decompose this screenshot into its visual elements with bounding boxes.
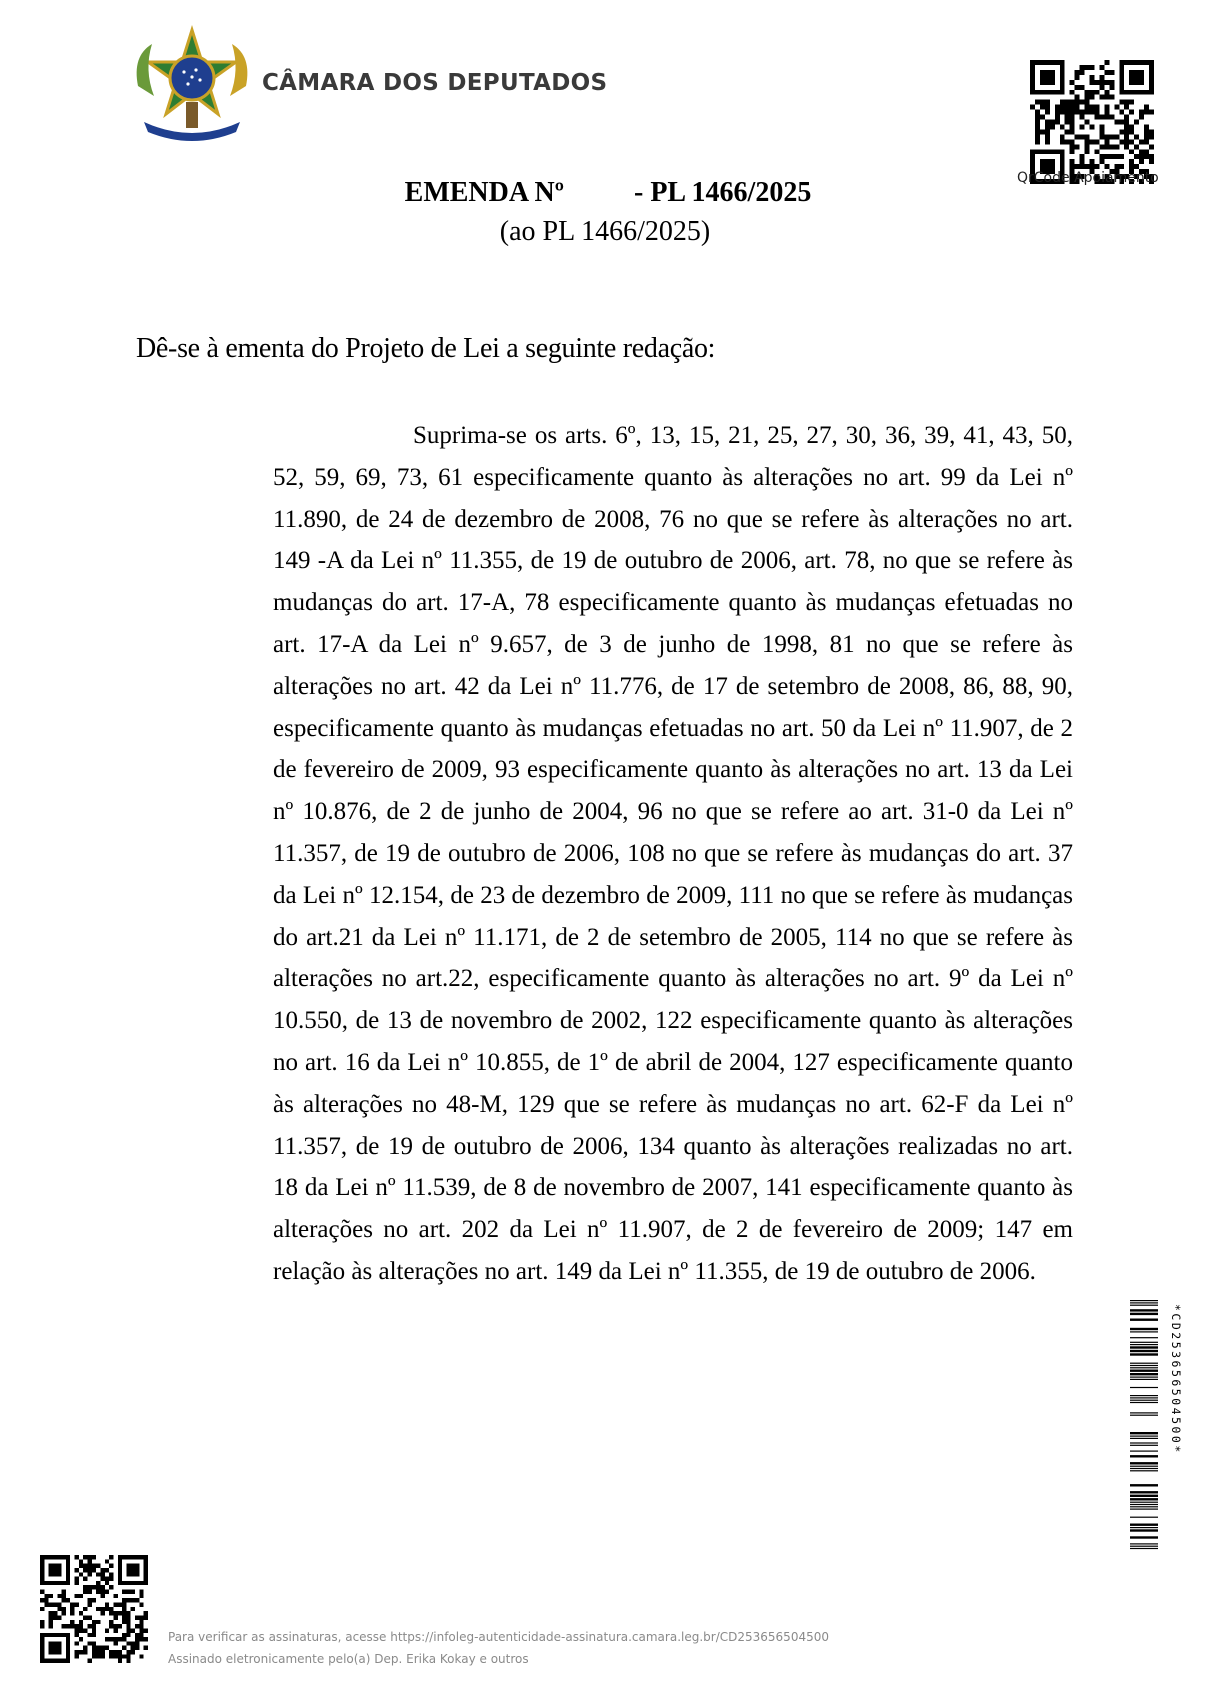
signature-verification-qr-icon [40,1555,148,1663]
barcode-number: *CD253656504500* [1169,1304,1183,1455]
qr-code-caption: QrCode Apoiamento [1017,170,1159,186]
document-subtitle: (ao PL 1466/2025) [499,216,711,247]
qr-code-apoiamento-icon [1030,60,1154,184]
amendment-body-text: Suprima-se os arts. 6º, 13, 15, 21, 25, 27, 30, 36, 39, 41, 43, 50, 52, 59, 69, 73, 61 especificamente quanto às alterações no art. 99 da Lei nº 11.890, de 24 de dezembro de 2008, 76 no que se refere às alterações no art. 149 -A da Lei nº 11.355, de 19 de outubro de 2006, art. 78, no que se refere às mudanças do art. 17-A, 78 especificamente quanto às mudanças efetuadas no art. 17-A da Lei nº 9.657, de 3 de junho de 1998, 81 no que se refere às alterações no art. 42 da Lei nº 11.776, de 17 de setembro de 2008, 86, 88, 90, especificamente quanto às mudanças efetuadas no art. 50 da Lei nº 11.907, de 2 de fevereiro de 2009, 93 especificamente quanto às alterações no art. 13 da Lei nº 10.876, de 2 de junho de 2004, 96 no que se refere ao art. 31-0 da Lei nº 11.357, de 19 de outubro de 2006, 108 no que se refere às mudanças do art. 37 da Lei nº 12.154, de 23 de dezembro de 2009, 111 no que se refere às mudanças do art.21 da Lei nº 11.171, de 2 de setembro de 2005, 114 no que se refere às alterações no art.22, especificamente quanto às alterações no art. 9º da Lei nº 10.550, de 13 de novembro de 2002, 122 especificamente quanto às alterações no art. 16 da Lei nº 10.855, de 1º de abril de 2004, 127 especificamente quanto às alterações no 48-M, 129 que se refere às mudanças no art. 62-F da Lei nº 11.357, de 19 de outubro de 2006, 134 quanto às alterações realizadas no art. 18 da Lei nº 11.539, de 8 de novembro de 2007, 141 especificamente quanto às alterações no art. 202 da Lei nº 11.907, de 2 de fevereiro de 2009; 147 em relação às alterações no art. 149 da Lei nº 11.355, de 19 de outubro de 2006. [273,422,1073,1285]
coat-of-arms-logo [128,26,256,142]
electronic-signature-note: Assinado eletronicamente pelo(a) Dep. Erika Kokay e outros [168,1652,529,1666]
amendment-instruction: Dê-se à ementa do Projeto de Lei a seguinte redação: [136,333,716,364]
document-barcode-icon [1130,1300,1183,1548]
signature-verification-link[interactable]: Para verificar as assinaturas, acesse https://infoleg-autenticidade-assinatura.camara.leg.br/CD253656504500 [168,1630,829,1644]
institution-name: CÂMARA DOS DEPUTADOS [262,70,608,96]
document-title: EMENDA Nº - PL 1466/2025 [404,177,812,208]
